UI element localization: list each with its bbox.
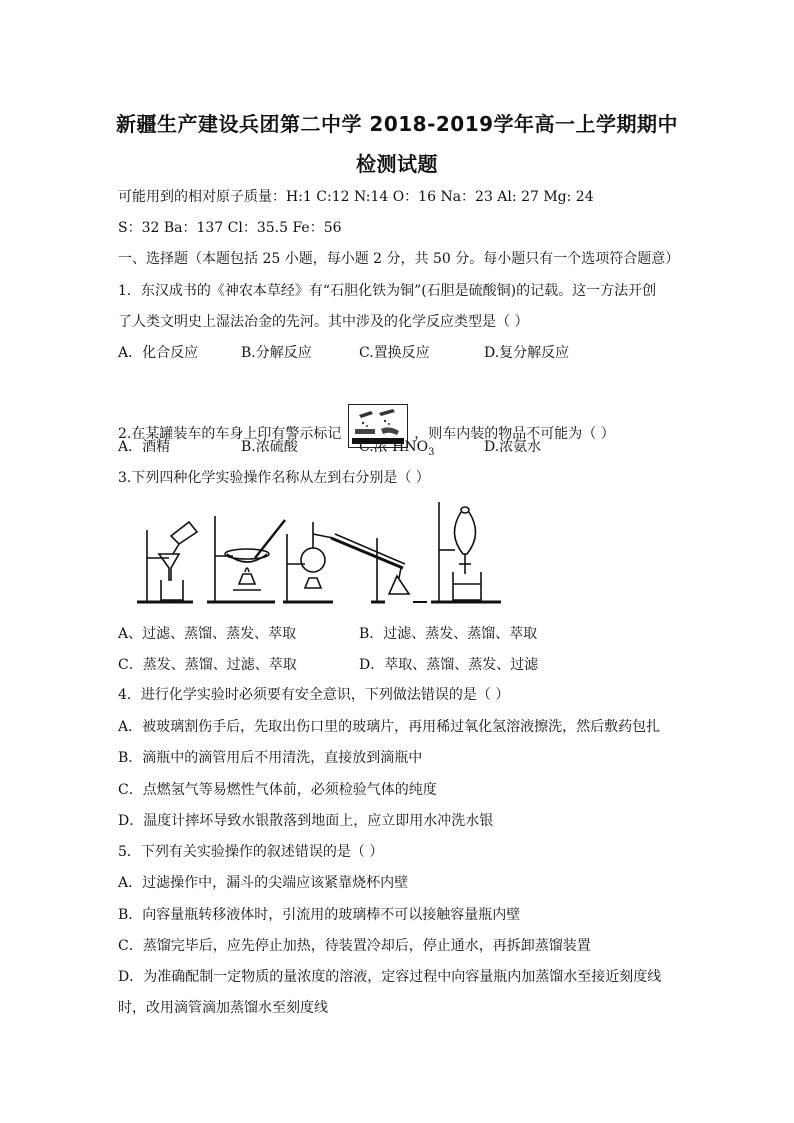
- filtration-apparatus: [137, 522, 197, 602]
- exam-title-line2: 检测试题: [356, 152, 438, 176]
- section1-heading: 一、选择题（本题包括 25 小题，每小题 2 分，共 50 分。每小题只有一个选项符合题意）: [118, 251, 680, 267]
- q3-option-d: D．萃取、蒸馏、蒸发、过滤: [359, 657, 539, 673]
- q2-option-c-text: C.浓 HNO: [359, 439, 429, 455]
- distillation-apparatus: [283, 522, 427, 602]
- q5-option-d: D．为准确配制一定物质的量浓度的溶液，定容过程中向容量瓶内加蒸馏水至接近刻度线: [118, 969, 662, 985]
- q2-option-c: [359, 438, 434, 462]
- q2-stem-part1: 2.在某罐装车的车身上印有警示标记: [118, 426, 342, 442]
- atomic-mass-line2: S：32 Ba：137 Cl：35.5 Fe：56: [118, 220, 342, 236]
- evaporation-apparatus: [207, 516, 285, 602]
- q1-stem-line1: 1．东汉成书的《神农本草经》有“石胆化铁为铜”(石胆是硫酸铜)的记载。这一方法开创: [118, 283, 657, 299]
- q1-stem-line2: 了人类文明史上湿法冶金的先河。其中涉及的化学反应类型是（ ）: [118, 314, 529, 330]
- q1-option-a: A．化合反应: [118, 345, 199, 361]
- q4-option-b: B．滴瓶中的滴管用后不用清洗，直接放到滴瓶中: [118, 750, 423, 766]
- q1-option-b: B.分解反应: [241, 345, 312, 361]
- q5-option-a: A．过滤操作中，漏斗的尖端应该紧靠烧杯内壁: [118, 875, 409, 891]
- q3-option-b: B．过滤、蒸发、蒸馏、萃取: [359, 626, 538, 642]
- q1-option-d: D.复分解反应: [484, 345, 570, 361]
- q2-stem-part2: ，则车内装的物品不可能为（ ）: [414, 426, 615, 442]
- q5-option-d-continued: 时，改用滴管滴加蒸馏水至刻度线: [118, 1000, 328, 1016]
- q4-option-a: A．被玻璃割伤手后，先取出伤口里的玻璃片，再用稀过氧化氢溶液擦洗，然后敷药包扎: [118, 719, 661, 735]
- atomic-mass-line1: 可能用到的相对原子质量：H:1 C:12 N:14 O：16 Na：23 Al: 27 Mg: 24: [118, 189, 594, 205]
- q1-option-c: C.置换反应: [359, 345, 430, 361]
- q5-option-b: B．向容量瓶转移液体时，引流用的玻璃棒不可以接触容量瓶内壁: [118, 907, 521, 923]
- q2-option-b: B.浓硫酸: [241, 439, 298, 455]
- q4-option-c: C．点燃氢气等易燃性气体前，必须检验气体的纯度: [118, 782, 437, 798]
- q4-stem: 4．进行化学实验时必须要有安全意识，下列做法错误的是（ ）: [118, 687, 510, 703]
- q3-option-c: C．蒸发、蒸馏、过滤、萃取: [118, 657, 297, 673]
- q5-option-c: C．蒸馏完毕后，应先停止加热，待装置冷却后，停止通水，再拆卸蒸馏装置: [118, 938, 591, 954]
- separatory-funnel-apparatus: [431, 502, 501, 602]
- q4-option-d: D．温度计摔坏导致水银散落到地面上，应立即用水冲洗水银: [118, 813, 494, 829]
- q2-option-d: D.浓氨水: [484, 439, 542, 455]
- q2-option-a: A．酒精: [118, 439, 171, 455]
- exam-title-line1: 新疆生产建设兵团第二中学 2018-2019学年高一上学期期中: [115, 112, 679, 136]
- q5-stem: 5．下列有关实验操作的叙述错误的是（ ）: [118, 844, 384, 860]
- q3-stem: 3.下列四种化学实验操作名称从左到右分别是（ ）: [118, 470, 430, 486]
- q3-option-a: A、过滤、蒸馏、蒸发、萃取: [118, 626, 297, 642]
- q2-option-c-subscript: 3: [428, 446, 435, 458]
- lab-apparatus-figure: [135, 498, 505, 606]
